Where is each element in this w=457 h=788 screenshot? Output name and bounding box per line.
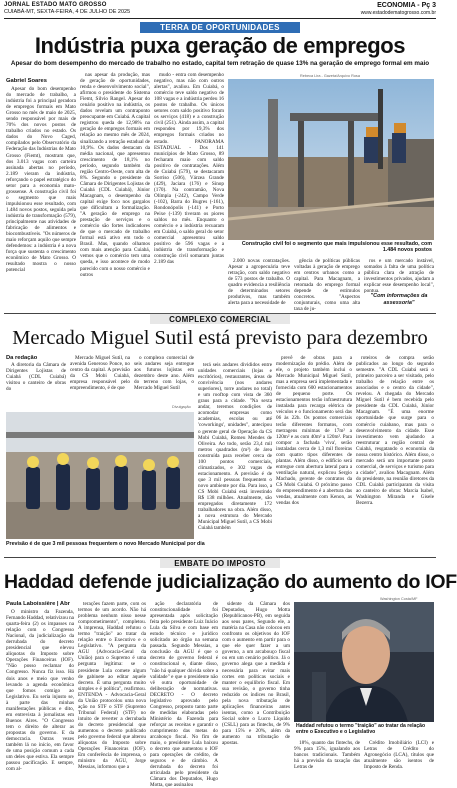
haddad-photo <box>294 602 434 722</box>
story2-column-4: terá seis andares divididos entre unidades comerciais (lojas e escritórios), restaurantes, áreas de convivência (nos andares superiores), torre andares no total) e um rooftop com vista de 360 graus para a cidade. "Na sexta andar, teremos condições de acomodar empresas como academias, escolas ou até 'coworkings', unidades", antecipou o gerente geral de Operação da CS Mobi Cuiabá, Romeu Mendes de Oliveira. Ao todo, serão 23,4 mil metros quadrados (m²) de área construída para receber cerca de 100 pontos comerciais, climatizados, e 302 vagas de estacionamento. A previsão é de que 3 mil pessoas frequentem o novo ambiente por dia. Para isso, a CS Mobi Cuiabá está investindo R$ 138 milhões. Atualmente, são empregados diretamente 172 trabalhadores na obra. Além disso, a nova estrutura do Mercado Municipal Miguel Sutil, a CS Mobi Cuiabá também <box>198 362 272 532</box>
section-name: ECONOMIA - Pç 3 <box>377 2 436 9</box>
story2-column-2: Mercado Miguel Sutil, na avenida Generoso Ponce, no centro da capital. A previsão da CS Mobi Cuiabá, empresa responsável pelo empreendimento, é de que <box>70 355 130 392</box>
story2-column-3: o complexo comercial de seis andares seja entregue aos futuros lojistas em dezembro deste ano. Além do terreno com lojas, o Mercado Miguel Sutil <box>134 355 194 392</box>
story1-headline: Indústria puxa geração de empregos <box>34 33 406 58</box>
story1-photo-credit: Rebeca Lira - Gazeta/Arquivo Rosa <box>300 74 360 78</box>
site-url[interactable]: www.estadodematogrosso.com.br <box>360 10 436 16</box>
story2-photo-credit: Divulgação <box>172 405 191 409</box>
market-visit-image <box>6 412 194 539</box>
page-header <box>4 2 436 19</box>
story2-column-5: prevê de obras para a modernização do prédio. Além de ele, o projeto também inclui o Mercado Municipal Miguel Sutil, mas a empresa será implementada e fornecida com 600 estacionamentos de pequeno porte. Os estacionamentos terão infraestrutura instalada para recarga elétrica de veículos e o funcionamento será das 06 às 22h. Os pontos comerciais terão diferentes formatos, com metragens mínimas de 17m² a 120m² e as com 40m² a 120m². Para compor a fachada 'viva', serão instaladas cerca de 1,3 mil floreiras com quatro tipos diferentes de plantas. Além disso, o edifício será entregue com abertura lateral para a ventilação natural, explicou Sergio Machado, gerente de contratos da CS Mobi Cuiabá. O próximo passo do empreendimento é a abertura das vendas, atualmente com Kenon, as vendas dos <box>276 355 352 507</box>
story3-headline: Haddad defende judicialização do aumento do IOF <box>4 571 457 593</box>
story2-column-1: A diretoria da Câmara de Dirigentes Lojistas de Cuiabá (CDL Cuiabá) visitou o canteiro de obras do <box>6 362 66 393</box>
paper-name: JORNAL ESTADO MATO GROSSO <box>4 2 107 8</box>
story1-column-6: ros e um mercado instável, somados à falta de uma política pública clara de atração de investimentos privados, ajudam a explicar esse desempenho local", pontua. <box>364 258 434 295</box>
story1-column-4: 2.000 novas contratações. Apesar a agropecuária teve retração, com saldo negativo de 573 postos de trabalho. O quadro evidencia a resiliência de determinados setores produtivos, mas também alerta para a necessidade de <box>228 258 290 307</box>
story2-column-6: roteiros de compra serão publicados ao longo do segundo semestre. "A CDL Cuiabá será o primeiro parceiro a ser visitado, pelo trabalho de relação entre os associados e o centro da cidade", revelou. A chegada do Mercado Miguel Sutil é bem recebida pelo presidente da CDL Cuiabá, Júnior Macagnam. "É uma enorme oportunidade que surge para o comércio cuiabano, mas para o desenvolvimento da cidade. Esse investimento vem ajudando a reestruturar a região central de Cuiabá, resgatando o economia da nossa centro histórico. Além disso, o mercado será um importante ponto comercial, de serviços e turismo para a cidade", avaliou Macagnam. Além do presidente, na reunião diretores da CDL Cuiabá participaram da visita ao canteiro de obras: Marcia Isabel, Washington Miranda e Gisele Bezerra. <box>356 355 434 507</box>
story3-column-3: ação declaratória de constitucionalidade foi apresentada após solicitação feita pelo presidente Luiz Inácio Lula da Silva e com base em estudo técnico e jurídico solicitado ao órgão na semana passada. Segundo Messias, a conclusão da AGU é que o decreto de governo federal é constitucional e, diante disso, "não há qualquer dúvida sobre a validade" e que o presidente não vê outra oportunidade de deliberação de normativas. DECRETO - O decreto legislativo aprovado pelo Congresso, proposto tanto parte de medidas elaboradas pelo Ministério da Fazenda para reforçar as receitas e garantir o cumprimento das metas do arcabouço fiscal. No fim de maio, o presidente Lula baixou o decreto que aumentou o IOF para operações de crédito, de seguros e de câmbio. A derrubada do decreto foi articulada pelo presidente da Câmara dos Deputados, Hugo Motta, que assinalou <box>150 601 218 788</box>
story2-photo-caption: Previsão é de que 3 mil pessoas frequentem o novo Mercado Municipal por dia <box>6 541 205 547</box>
story3-photo-credit: Washington Costa/MF <box>380 597 418 601</box>
story3-column-5: 18%, quanto das fintechs, de 9% para 15%, igualando aos bancos tradicionais. Também há a previsão da taxação das Letras de <box>294 740 360 771</box>
story1-kicker: TERRA DE OPORTUNIDADES <box>140 22 300 33</box>
story1-column-2: nas apesar da produção, mas de geração de oportunidades, renda e desenvolvimento social", afirmou o presidente do Sistema Fiemt, Silvio Rangel. Apesar do cenário positivo na indústria, os dados revelam um contraponto preocupante em Cuiabá. A capital registrou queda de 12,98% na geração de empregos formais em relação ao mesmo mês de 2024, sinalizando a retração estadual de 10,9%. Os dados destacam da média nacional, que apresentou crescimento de 18,1% no período, segundo também da região Centro-Oeste, com alta de 8%. Segundo o presidente da Câmara de Dirigentes Lojistas de Cuiabá (CDL Cuiabá), Júnior Macagnam, o desempenho da capital exige foco nos gargalos que dificultam a formalização. "A geração de emprego na prestação de serviços e o comércio são fortes indicadores de que o mercado de trabalho formal está ativo em todo o Brasil. Mas, quando olhamos com mais atenção para Cuiabá, vemos que o comércio tem uma queda, e isso acontece de modo parecido com o nosso comércio e outros <box>80 72 150 278</box>
story3-byline: Paula Laboissière | Abr <box>6 601 70 607</box>
story1-column-5: gência de políticas públicas voltadas à geração de emprego em centros urbanos como a capital. Para Macagnam, a retomada do emprego formal depende de estímulos concretos. "Aspectos conjunturais, como uma alta taxa de ju- <box>294 258 360 313</box>
story2-byline: Da redação <box>6 355 38 361</box>
market-visit-photo <box>6 412 194 539</box>
story2-kicker: COMPLEXO COMERCIAL <box>150 313 290 324</box>
masthead <box>4 2 130 16</box>
construction-photo <box>228 79 434 240</box>
story3-column-2: terações fazem parte, com os termos de um acordo. Não há problema nenhum nisso nesse comprometimento", completou. A imprensa, Haddad refutou o termo "traição" ao tratar da relação entre o Executivo e o Legislativo. "A pergunta da AGU (Advocacia-Geral da União) para o Supremo é uma pergunta legítima: se o presidente Lula comete algum de gabinete ao editar aquele decreto. É uma pergunta muito simples e é política", reafirmou. ENTENDA - Advocacia-Geral da União protocolou uma nova ação no STF o STF (Supremo Tribunal Federal) (STF) no intuito de reverter a derrubada do decreto presidencial que aumentou o decreto publicado pelo governo federal que alterou alíquotas do Imposto sobre Operações Financeiras (IOF). Em conferência de imprensa, o ministro da AGU, Jorge Messias, informou que a <box>78 601 146 771</box>
story1-column-1: Apesar do bom desempenho do mercado de trabalho, a indústria foi a principal geradora de empregos formais em Mato Grosso no mês de maio de 2025, sendo responsável por mais de 70% dos novos postos de trabalho criados no estado. Os dados do Novo Caged, compilados pelo Observatório da Federação das Indústrias de Mato Grosso (Fiemt), mostram que, dos 3.013 vagas com carteira assinada abertas no período, 2.189 vieram da indústria, reforçando o papel estratégico do setor para a economia mato-grossense. A construção civil foi o segmento que mais impulsionou esse resultado, com 1.484 novos postos, seguida pela indústria de transformação (579), principalmente nas atividades de fabricação de alimentos e biocombustíveis. "Os números de maio reforçam aquilo que sempre defendemos: a indústria é a nova força que sustenta o crescimento econômico de Mato Grosso. O resultado mostra o nosso potencial <box>6 86 76 274</box>
story1-subhead: Apesar do bom desempenho do mercado de trabalho no estado, capital tem retração de quase 13% na geração de emprego formal em maio <box>10 60 430 67</box>
story3-column-1: O ministro da Fazenda, Fernando Haddad, relativizou na quarta-feira (2) os impasses na relação com o Congresso Nacional, da judicialização da derrubada do decreto presidencial que elevou alíquotas do Imposto sobre Operações Financeiras (IOF). "Não posso reclamar do Congresso. Nunca fiz isso. Há dois anos e meio que venho levando a agenda econômica que fomos comigo ao Legislativo. Eu seria injusto se, à parte das minhas manifestações públicas e dito, em entrevista à jornalistas em Buenos Aires. "O Congresso tem o direito de alterar as propostas do governo. E da democracia. Outras vezes também lá no início, em favor de uma posição comum a cada um deles que estiva. Ela sempre passou pacificação. E sempre, com al- <box>6 609 74 773</box>
story3-photo-caption: Haddad refutou o termo "traição" ao tratar da relação entre o Executivo e o Legislativo <box>296 723 426 735</box>
story3-kicker: EMBATE DO IMPOSTO <box>160 557 280 568</box>
story2-headline: Mercado Miguel Sutil está previsto para dezembro <box>12 327 428 349</box>
story1-byline: Gabriel Soares <box>6 78 47 84</box>
story1-column-3: mudo - entra com desempenho negativo, mas não com outros alertas", avaliou. Em Cuiabá, o comércio teve saldo negativo de 108 vagas e a indústria perdeu 16 postos de trabalho. Os únicos setores com saldo positivo foram os serviços (418) e a construção civil (251). Ainda assim, a capital respondeu por 19,3% dos empregos formais criados no estado. PANORAMA ESTADUAL - Dos 141 municípios de Mato Grosso, 89 fecharam maio com saldo positivo de contratações. Além de Cuiabá (579), se destacaram Sorriso (506), Várzea Grande (429), Jaciara (176) e Sinop (170). Na contramão, Nova Olímpia (-242), Campo Verde (-102), Barra do Bugres (-161), Rondonópolis (-141) e Porto Peixe (-139) tiveram os piores saldos no mês. Enquanto o comércio e a indústria recuaram em Cuiabá, o saldo geral do setor comercial apresentou saldo positivo de 596 vagas e a indústria de transformação e construção civil somaram juntas 2.189 das <box>154 72 224 266</box>
story1-source-note: "Com informações da assessoria" <box>370 293 428 306</box>
story1-photo-caption: Construção civil foi o segmento que mais impulsionou esse resultado, com 1.484 novos postos <box>241 241 432 254</box>
construction-site-image <box>228 79 434 240</box>
story3-column-6: Crédito Imobiliário (LCI) e Letras de Crédito do Agronegócio (LCA), títulos que atualmente são isentos de Imposto de Renda. <box>364 740 434 771</box>
story3-column-4: sidente da Câmara dos Deputados, Hugo Motta (Republicanos-PB), em seguida aos seus pares, Segundo ele, a matéria na Casa não colocou em confronto os objetivos do IOF com o aumento em partir para o que ele quer fazer a um governo, a um arcabouço fiscal ou em um cenário político. Já o governo alega que a medida é necessária para evitar mais cortes em políticas sociais e manter o equilíbrio fiscal. Em sua revisão, o governo tinha reduzido os índices no Brasil, pela nova tributação de aplicações financeiras antes isentas, como a Contribuição Social sobre o Lucro Líquido (CSLL) para as fintechs, de 9% para 15% e 20%, além da aumento na tributação de apostas. <box>222 601 290 747</box>
section-label <box>361 2 436 16</box>
dateline: CUIABÁ-MT, SEXTA-FEIRA, 4 DE JULHO DE 2025 <box>4 9 131 15</box>
haddad-portrait-image <box>294 602 434 722</box>
